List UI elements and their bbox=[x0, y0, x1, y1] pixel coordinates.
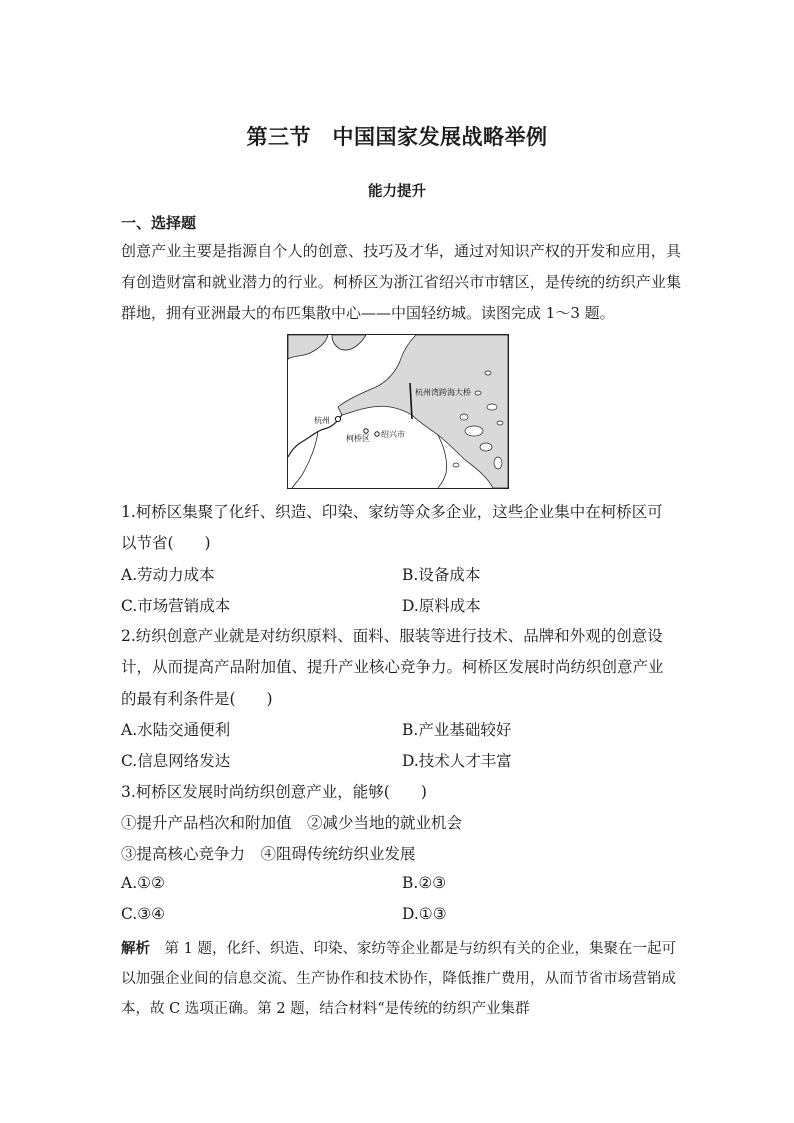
section-heading: 一、选择题 bbox=[121, 214, 197, 232]
q2-option-d: D.技术人才丰富 bbox=[402, 752, 512, 770]
page-subtitle: 能力提升 bbox=[368, 183, 426, 200]
explanation-label: 解析 bbox=[121, 940, 151, 957]
q3-option-d: D.①③ bbox=[402, 905, 447, 923]
q3-statements-2: ③提高核心竞争力 ④阻碍传统纺织业发展 bbox=[121, 845, 416, 863]
hangzhou-label: 杭州 bbox=[314, 416, 330, 425]
q3-option-c: C.③④ bbox=[121, 905, 166, 923]
explanation-paragraph bbox=[121, 934, 676, 1024]
q1-option-d: D.原料成本 bbox=[402, 597, 481, 615]
q1-stem-line2: 以节省( ) bbox=[121, 534, 211, 552]
keqiao-label: 柯桥区 bbox=[346, 434, 370, 443]
bridge-label: 杭州湾跨海大桥 bbox=[415, 388, 471, 397]
q3-option-a: A.①② bbox=[121, 874, 165, 892]
explanation-text: 第 1 题，化纤、织造、印染、家纺等企业都是与纺织有关的企业，集聚在一起可以加强企业间的信息交流、生产协作和技术协作，降低推广费用，从而节省市场营销成本，故 C 选项正确。第 2 题，结合材料“是传统的纺织产业集群 bbox=[121, 941, 677, 1017]
north-lake bbox=[332, 335, 366, 350]
shaoxing-label: 绍兴市 bbox=[381, 430, 405, 439]
north-gray-area bbox=[288, 335, 328, 359]
q1-option-c: C.市场营销成本 bbox=[121, 597, 231, 615]
q1-option-b: B.设备成本 bbox=[402, 566, 481, 584]
q3-option-b: B.②③ bbox=[402, 874, 447, 892]
q2-stem-line2: 计，从而提高产品附加值、提升产业核心竞争力。柯桥区发展时尚纺织创意产业 bbox=[121, 658, 664, 676]
keqiao-marker bbox=[364, 429, 368, 433]
q2-stem-line1: 2.纺织创意产业就是对纺织原料、面料、服装等进行技术、品牌和外观的创意设 bbox=[121, 627, 663, 645]
q3-stem: 3.柯桥区发展时尚纺织创意产业，能够( ) bbox=[121, 783, 427, 801]
q1-option-a: A.劳动力成本 bbox=[121, 566, 215, 584]
q2-option-b: B.产业基础较好 bbox=[402, 721, 512, 739]
hangzhou-marker bbox=[335, 416, 340, 421]
intro-paragraph: 创意产业主要是指源自个人的创意、技巧及才华，通过对知识产权的开发和应用，具有创造财富和就业潜力的行业。柯桥区为浙江省绍兴市市辖区，是传统的纺织产业集群地，拥有亚洲最大的布匹集散中心——中国轻纺城。读图完成 1～3 题。 bbox=[121, 242, 681, 322]
q2-option-a: A.水陆交通便利 bbox=[121, 721, 231, 739]
keqiao-map bbox=[287, 334, 509, 489]
page-title: 第三节 中国国家发展战略举例 bbox=[246, 124, 548, 149]
map-figure bbox=[288, 335, 508, 488]
q2-option-c: C.信息网络发达 bbox=[121, 752, 231, 770]
shaoxing-marker bbox=[375, 432, 379, 436]
sea-area bbox=[338, 335, 508, 488]
south-coast bbox=[438, 435, 447, 488]
q1-stem-line1: 1.柯桥区集聚了化纤、织造、印染、家纺等众多企业，这些企业集中在柯桥区可 bbox=[121, 503, 663, 521]
q2-stem-line3: 的最有利条件是( ) bbox=[121, 690, 273, 708]
q3-statements-1: ①提升产品档次和附加值 ②减少当地的就业机会 bbox=[121, 814, 463, 832]
